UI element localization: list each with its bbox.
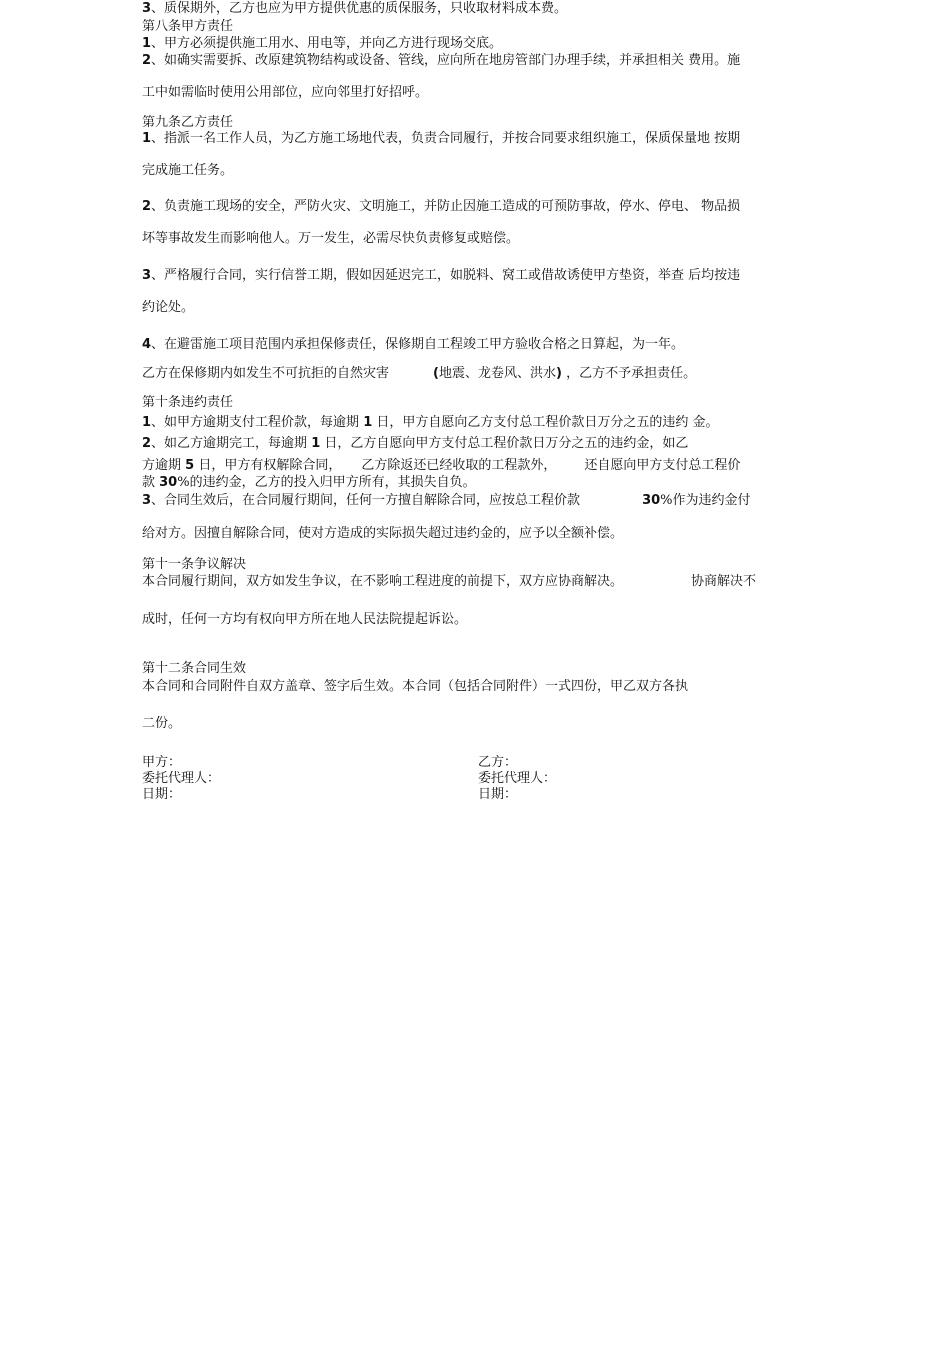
clause-9-force-majeure: [142, 366, 696, 382]
clause-text: 、负责施工现场的安全，严防火灾、文明施工，并防止因施工造成的可预防事故，停水、停电、 物品损: [151, 199, 741, 214]
clause-text: 、合同生效后，在合同履行期间，任何一方擅自解除合同，应按总工程价款: [151, 493, 581, 508]
close-paren: ): [555, 366, 562, 381]
clause-text: 、严格履行合同，实行信誉工期，假如因延迟完工，如脱料、窝工或借故诱使甲方垫资，举查 后均按违: [151, 268, 741, 283]
agent-b-label: 委托代理人：: [478, 771, 557, 786]
date-b-label: 日期：: [478, 787, 518, 802]
article-11-heading: 第十一条争议解决: [142, 557, 247, 572]
percent-number: 30: [642, 493, 661, 508]
clause-number: 1: [142, 415, 152, 430]
clause-text: 乙方除返还已经收取的工程款外，: [361, 458, 557, 473]
clause-text: 、如甲方逾期支付工程价款，每逾期: [151, 415, 364, 430]
clause-12-1-cont: 二份。: [142, 716, 182, 731]
party-a-label: 甲方：: [142, 755, 182, 770]
clause-number: 3: [142, 268, 152, 283]
disaster-list: 地震、龙卷风、洪水: [438, 366, 556, 381]
clause-11-1: [142, 574, 756, 590]
clause-8a-2-cont: 工中如需临时使用公用部位，应向邻里打好招呼。: [142, 85, 429, 100]
clause-number: 1: [142, 131, 152, 146]
clause-text: 、甲方必须提供施工用水、用电等，并向乙方进行现场交底。: [151, 36, 503, 51]
clause-text: 、在避雷施工项目范围内承担保修责任，保修期自工程竣工甲方验收合格之日算起，为一年。: [151, 337, 685, 352]
days-number: 5: [185, 458, 195, 473]
clause-text: %的违约金，乙方的投入归甲方所有，其损失自负。: [177, 475, 476, 490]
clause-number: 2: [142, 199, 152, 214]
article-12-heading: 第十二条合同生效: [142, 661, 247, 676]
clause-8a-1: [142, 36, 502, 52]
clause-number: 2: [142, 53, 152, 68]
clause-number: 4: [142, 337, 152, 352]
clause-8-3: [142, 1, 567, 17]
clause-text: 乙方在保修期内如发生不可抗拒的自然灾害: [142, 366, 390, 381]
clause-9-1-cont: 完成施工任务。: [142, 163, 234, 178]
article-8-heading: 第八条甲方责任: [142, 19, 234, 34]
clause-number: 3: [142, 1, 152, 16]
clause-11-1-cont: 成时，任何一方均有权向甲方所在地人民法院提起诉讼。: [142, 612, 468, 627]
clause-10-2: [142, 436, 688, 452]
clause-10-1: [142, 415, 719, 431]
clause-text: 方逾期: [142, 458, 186, 473]
clause-number: 1: [142, 36, 152, 51]
clause-10-3-cont: 给对方。因擅自解除合同，使对方造成的实际损失超过违约金的，应予以全额补偿。: [142, 526, 624, 541]
open-paren: (: [433, 366, 439, 381]
clause-9-1: [142, 131, 740, 147]
clause-10-2-cont: [142, 458, 740, 474]
clause-number: 2: [142, 436, 152, 451]
days-number: 1: [311, 436, 321, 451]
clause-text: 还自愿向甲方支付总工程价: [584, 458, 741, 473]
clause-text: %作为违约金付: [660, 493, 751, 508]
clause-text: 协商解决不: [691, 574, 757, 589]
article-10-heading: 第十条违约责任: [142, 395, 234, 410]
clause-8a-2: [142, 53, 740, 69]
clause-text: 日，甲方有权解除合同，: [194, 458, 342, 473]
percent-number: 30: [159, 475, 178, 490]
clause-9-2: [142, 199, 740, 215]
clause-text: ，乙方不予承担责任。: [561, 366, 697, 381]
clause-text: 、如乙方逾期完工，每逾期: [151, 436, 312, 451]
date-a-label: 日期：: [142, 787, 182, 802]
article-9-heading: 第九条乙方责任: [142, 115, 234, 130]
clause-text: 本合同履行期间，双方如发生争议，在不影响工程进度的前提下，双方应协商解决。: [142, 574, 624, 589]
agent-a-label: 委托代理人：: [142, 771, 221, 786]
clause-9-2-cont: 坏等事故发生而影响他人。万一发生，必需尽快负责修复或赔偿。: [142, 231, 520, 246]
clause-10-2-cont2: [142, 475, 476, 491]
clause-number: 3: [142, 493, 152, 508]
party-b-label: 乙方：: [478, 755, 518, 770]
clause-12-1: 本合同和合同附件自双方盖章、签字后生效。本合同（包括合同附件）一式四份，甲乙双方各执: [142, 679, 689, 694]
clause-text: 、质保期外，乙方也应为甲方提供优惠的质保服务，只收取材料成本费。: [151, 1, 568, 16]
clause-text: 、指派一名工作人员，为乙方施工场地代表，负责合同履行，并按合同要求组织施工，保质保量地 按期: [151, 131, 741, 146]
clause-text: 款: [142, 475, 160, 490]
clause-9-3: [142, 268, 740, 284]
clause-text: 、如确实需要拆、改原建筑物结构或设备、管线，应向所在地房管部门办理手续，并承担相关 费用。施: [151, 53, 741, 68]
clause-9-3-cont: 约论处。: [142, 300, 195, 315]
days-number: 1: [363, 415, 373, 430]
clause-9-4: [142, 337, 684, 353]
clause-text: 日，乙方自愿向甲方支付总工程价款日万分之五的违约金，如乙: [320, 436, 689, 451]
clause-10-3: [142, 493, 751, 509]
clause-text: 日，甲方自愿向乙方支付总工程价款日万分之五的违约 金。: [372, 415, 719, 430]
